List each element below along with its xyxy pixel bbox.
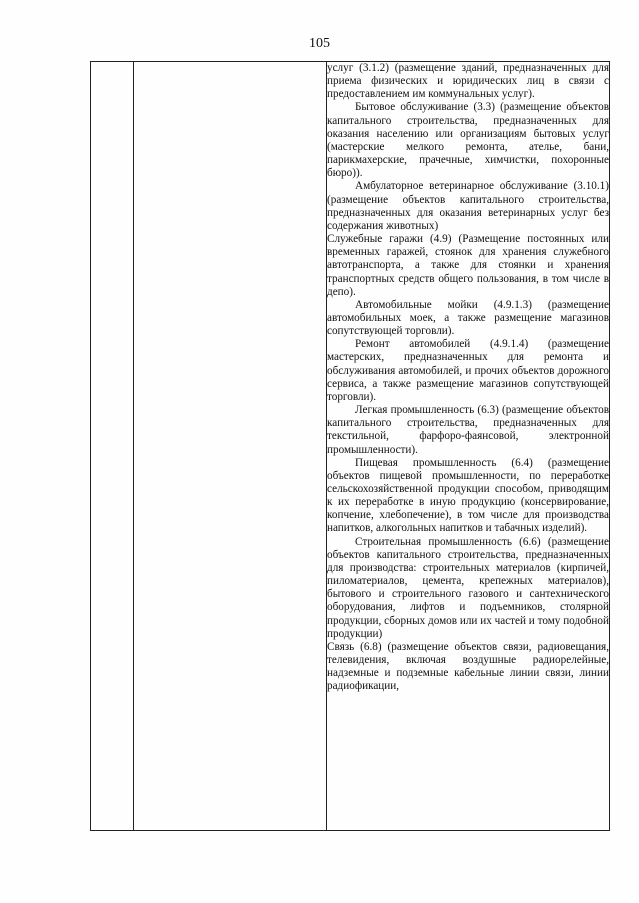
paragraph: Пищевая промышленность (6.4) (размещение объектов пищевой промышленности, по переработке сельскохозяйственной продукции способом, приводящим к их переработке в иную продукцию (консервирование, копчение, хлебопечение), в том числе для производства напитков, алкогольных напитков и табачных изделий). — [327, 456, 609, 535]
paragraph: Легкая промышленность (6.3) (размещение объектов капитального строительства, предназначенных для текстильной, фарфоро-фаянсовой, электронной промышленности). — [327, 404, 609, 456]
paragraph: Автомобильные мойки (4.9.1.3) (размещение автомобильных моек, а также размещение магазинов сопутствующей торговли). — [327, 298, 609, 338]
zoning-table — [90, 61, 610, 831]
paragraph: Служебные гаражи (4.9) (Размещение постоянных или временных гаражей, стоянок для хранения служебного автотранспорта, а также для стоянки и хранения транспортных средств общего пользования, в том числе в депо). — [327, 233, 609, 298]
table-row — [91, 62, 610, 831]
paragraph: Связь (6.8) (размещение объектов связи, радиовещания, телевидения, включая воздушные радиорелейные, надземные и подземные кабельные линии связи, линии радиофикации, — [327, 640, 609, 693]
table-cell-number — [91, 62, 134, 831]
paragraph: Амбулаторное ветеринарное обслуживание (3.10.1) (размещение объектов капитального строительства, предназначенных для оказания ветеринарных услуг без содержания животных) — [327, 180, 609, 232]
table-cell-permitted-uses — [327, 62, 610, 831]
paragraph: Бытовое обслуживание (3.3) (размещение объектов капитального строительства, предназначенных для оказания населению или организациям бытовых услуг (мастерские мелкого ремонта, ателье, бани, парикмахерские, прачечные, химчистки, похоронные бюро)). — [327, 101, 609, 180]
table-cell-zone — [134, 62, 327, 831]
paragraph: Строительная промышленность (6.6) (размещение объектов капитального строительства, предназначенных для производства: строительных материалов (кирпичей, пиломатериалов, цемента, крепежных материалов), бытового и строительного газового и сантехнического оборудования, лифтов и подъемников, столярной продукции, сборных домов или их частей и тому подобной продукции) — [327, 535, 609, 640]
page-number: 105 — [309, 36, 330, 51]
paragraph: Ремонт автомобилей (4.9.1.4) (размещение мастерских, предназначенных для ремонта и обслуживания автомобилей, и прочих объектов дорожного сервиса, а также размещение магазинов сопутствующей торговли). — [327, 338, 609, 403]
paragraph: услуг (3.1.2) (размещение зданий, предназначенных для приема физических и юридических лиц в связи с предоставлением им коммунальных услуг). — [327, 62, 609, 101]
